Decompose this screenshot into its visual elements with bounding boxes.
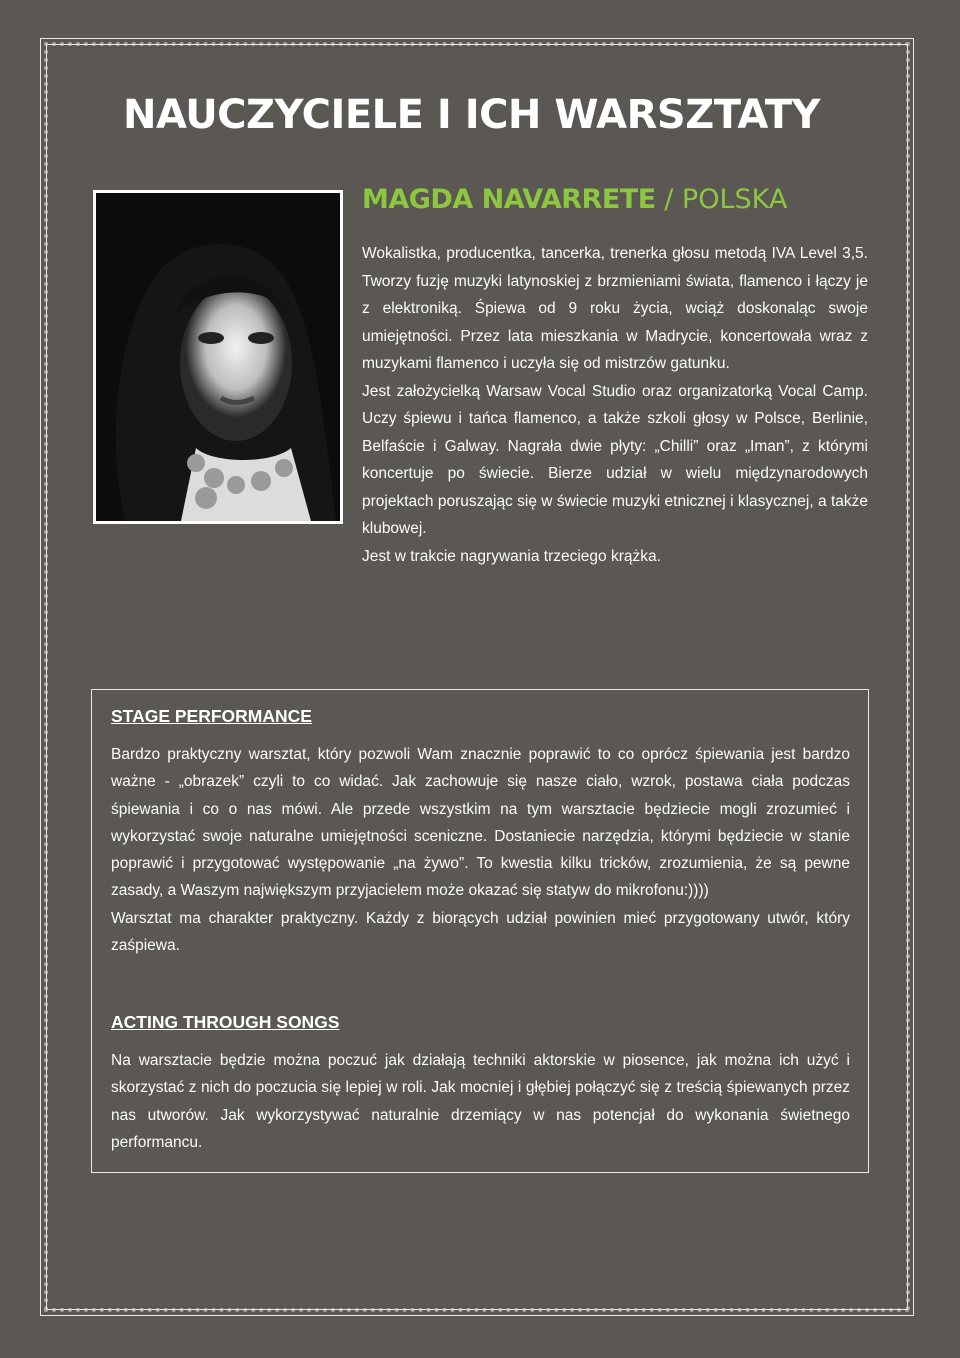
bio-paragraph: Jest w trakcie nagrywania trzeciego krążka. <box>362 547 661 565</box>
teacher-name: MAGDA NAVARRETE <box>362 184 656 215</box>
name-separator: / <box>655 184 682 215</box>
workshop-paragraph: Warsztat ma charakter praktyczny. Każdy z biorących udział powinien mieć przygotowany utwór, który zaśpiewa. <box>111 909 850 955</box>
bio-paragraph: Jest założycielką Warsaw Vocal Studio oraz organizatorką Vocal Camp. Uczy śpiewu i tańca flamenco, a także szkoli głosy w Polsce, Berlinie, Belfaście i Galway. Nagrała dwie płyty: „Chilli” oraz „Iman”, z którymi koncertuje po świecie. Bierze udział w wielu międzynarodowych projektach poruszając się w świecie muzyki etnicznej i klasycznej, a także klubowej. <box>362 382 868 537</box>
workshop-description <box>111 741 850 959</box>
workshop-paragraph: Bardzo praktyczny warsztat, który pozwoli Wam znacznie poprawić to co oprócz śpiewania jest bardzo ważne - „obrazek” czyli to co widać. Jak zachowuje się nasze ciało, wzrok, postawa ciała podczas śpiewania i co o nas mówi. Ale przede wszystkim na tym warsztacie będziecie mogli zrozumieć i wykorzystać swoje naturalne umiejętności sceniczne. Dostaniecie narzędzia, którymi będziecie w stanie poprawić i przygotować występowanie „na żywo”. To kwestia kilku tricków, zrozumienia, że są pewne zasady, a Waszym największym przyjacielem może okazać się statyw do mikrofonu:)))) <box>111 746 850 900</box>
bio-paragraph: Wokalistka, producentka, tancerka, trenerka głosu metodą IVA Level 3,5. Tworzy fuzję muzyki latynoskiej z brzmieniami świata, flamenco i łączy je z elektroniką. Śpiewa od 9 roku życia, wciąż doskonaląc swoje umiejętności. Przez lata mieszkania w Madrycie, koncertowała wraz z muzykami flamenco i uczyła się od mistrzów gatunku. <box>362 245 868 372</box>
portrait-photo-icon <box>96 193 340 521</box>
workshop-description <box>111 1047 850 1156</box>
workshop-title: STAGE PERFORMANCE <box>111 706 312 726</box>
teacher-country: POLSKA <box>681 184 788 215</box>
page-title: NAUCZYCIELE I ICH WARSZTATY <box>123 92 821 138</box>
workshop-title: ACTING THROUGH SONGS <box>111 1012 340 1032</box>
teacher-photo <box>93 190 343 524</box>
teacher-bio <box>362 240 868 570</box>
teacher-heading <box>362 184 787 215</box>
workshop-paragraph: Na warsztacie będzie można poczuć jak działają techniki aktorskie w piosence, jak można ich użyć i skorzystać z nich do poczucia się lepiej w roli. Jak mocniej i głębiej połączyć się z treścią śpiewanych przez nas utworów. Jak wykorzystywać naturalnie drzemiący w nas potencjał do wykonania świetnego performancu. <box>111 1052 850 1151</box>
